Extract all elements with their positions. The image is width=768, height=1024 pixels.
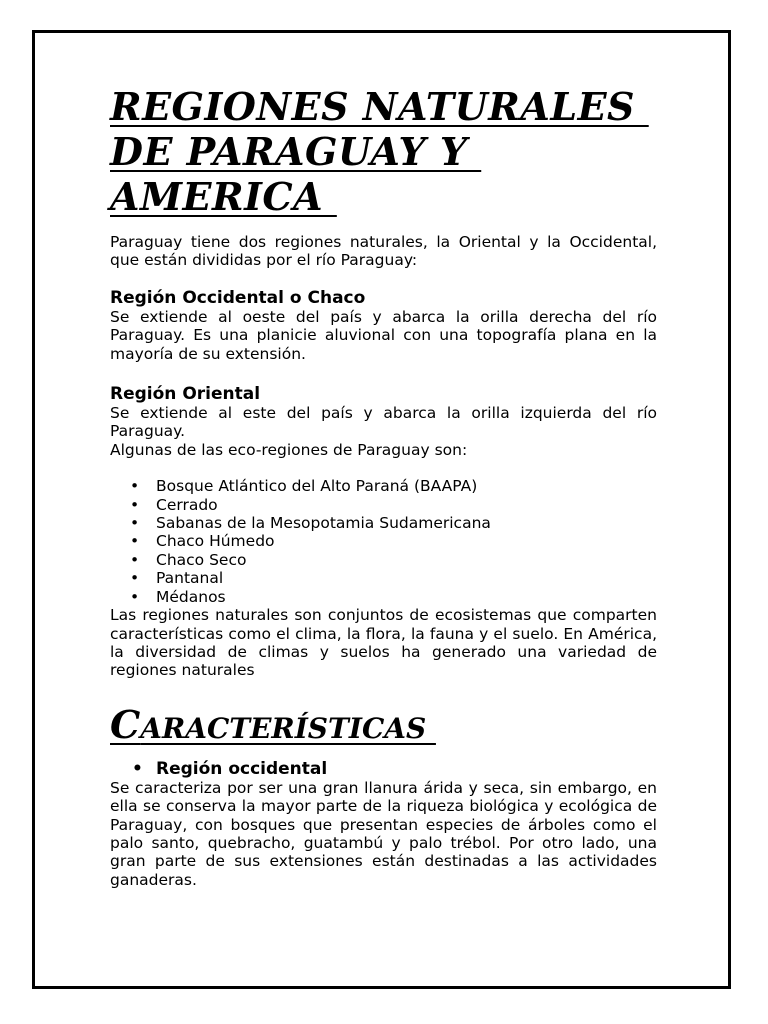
list-item: • Pantanal xyxy=(110,569,657,587)
section-heading-caracteristicas xyxy=(110,702,657,747)
title-line-2: DE PARAGUAY Y xyxy=(110,129,482,174)
oriental-heading: Región Oriental xyxy=(110,384,261,405)
title-line-3: AMERICA xyxy=(110,174,337,219)
caracteristicas-item-heading: • Región occidental xyxy=(110,759,657,779)
title-line-1: REGIONES NATURALES xyxy=(110,84,649,129)
occidental-heading: Región Occidental o Chaco xyxy=(110,287,366,308)
section-heading-rest: ARACTERÍSTICAS xyxy=(140,711,436,745)
caracteristicas-item-paragraph: Se caracteriza por ser una gran llanura árida y seca, sin embargo, en ella se conserva la mayor parte de la riqueza biológica y ecológica de Paraguay, con bosques que presentan especies de árboles como el palo santo, quebracho, guatambú y palo trébol. Por otro lado, una gran parte de sus extensiones están destinadas a las actividades ganaderas. xyxy=(110,778,657,889)
list-item: • Sabanas de la Mesopotamia Sudamericana xyxy=(110,514,657,532)
list-item: • Bosque Atlántico del Alto Paraná (BAAPA) xyxy=(110,477,657,495)
ecoregions-list xyxy=(110,477,657,606)
oriental-paragraph: Se extiende al este del país y abarca la orilla izquierda del río Paraguay. xyxy=(110,404,657,441)
section-heading-initial: C xyxy=(110,701,141,747)
list-item: • Médanos xyxy=(110,588,657,606)
list-item: • Chaco Húmedo xyxy=(110,532,657,550)
list-item: • Chaco Seco xyxy=(110,551,657,569)
list-item: • Cerrado xyxy=(110,496,657,514)
intro-paragraph: Paraguay tiene dos regiones naturales, la Oriental y la Occidental, que están divididas por el río Paraguay: xyxy=(110,233,657,270)
ecoregions-intro: Algunas de las eco-regiones de Paraguay son: xyxy=(110,440,468,459)
document-body xyxy=(110,84,657,889)
page-title xyxy=(110,84,657,219)
summary-paragraph: Las regiones naturales son conjuntos de ecosistemas que comparten características como el clima, la flora, la fauna y el suelo. En América, la diversidad de climas y suelos ha generado una variedad de regiones naturales xyxy=(110,606,657,680)
occidental-paragraph: Se extiende al oeste del país y abarca la orilla derecha del río Paraguay. Es una planicie aluvional con una topografía plana en la mayoría de su extensión. xyxy=(110,307,657,363)
